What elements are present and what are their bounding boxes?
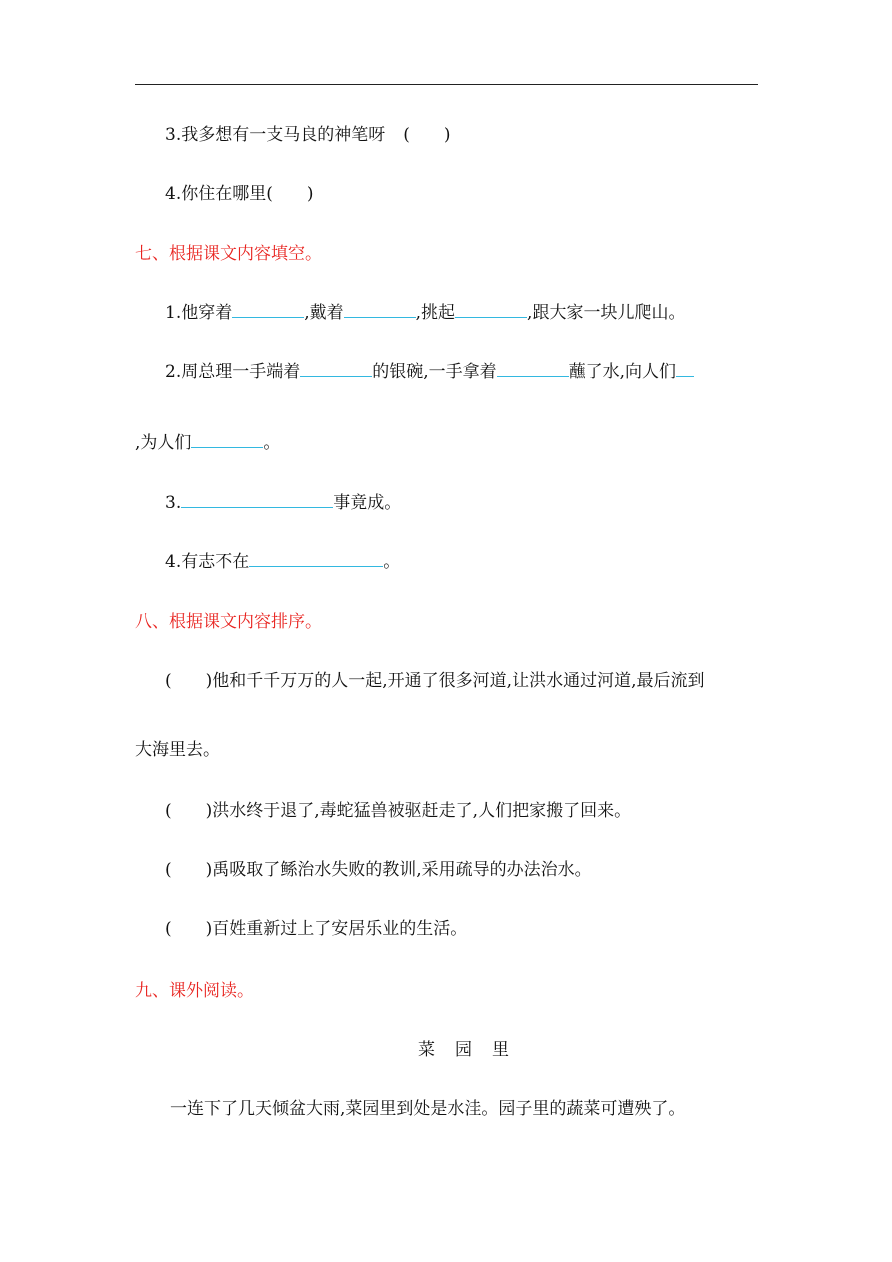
section-9-heading: 九、课外阅读。	[135, 981, 254, 1001]
reading-paragraph: 一连下了几天倾盆大雨,菜园里到处是水洼。园子里的蔬菜可遭殃了。	[170, 1099, 686, 1119]
question-7-1: 1.他穿着 ,戴着 ,挑起 ,跟大家一块儿爬山。	[165, 303, 686, 323]
reading-title: 菜 园 里	[418, 1040, 509, 1060]
fill-blank[interactable]	[676, 361, 694, 377]
order-item-1-cont: 大海里去。	[135, 740, 220, 760]
question-6-4: 4.你住在哪里( )	[165, 184, 314, 204]
fill-blank[interactable]	[181, 492, 333, 508]
answer-paren[interactable]: ( )	[266, 184, 314, 204]
order-item-4: ( )百姓重新过上了安居乐业的生活。	[165, 919, 468, 939]
question-6-3: 3.我多想有一支马良的神笔呀 ( )	[165, 125, 451, 145]
question-7-2: 2.周总理一手端着 的银碗,一手拿着 蘸了水,向人们	[165, 361, 694, 383]
fill-blank[interactable]	[191, 432, 263, 448]
fill-blank[interactable]	[344, 302, 416, 318]
fill-blank[interactable]	[232, 302, 304, 318]
order-item-1: ( )他和千千万万的人一起,开通了很多河道,让洪水通过河道,最后流到	[165, 671, 705, 691]
question-7-4: 4.有志不在 。	[165, 552, 401, 572]
order-item-2: ( )洪水终于退了,毒蛇猛兽被驱赶走了,人们把家搬了回来。	[165, 801, 632, 821]
section-8-heading: 八、根据课文内容排序。	[135, 612, 322, 632]
answer-paren[interactable]: ( )	[165, 860, 213, 880]
fill-blank[interactable]	[455, 302, 527, 318]
question-7-3: 3. 事竟成。	[165, 493, 402, 513]
answer-paren[interactable]: ( )	[165, 919, 213, 939]
answer-paren[interactable]: ( )	[165, 801, 213, 821]
fill-blank[interactable]	[300, 361, 372, 377]
order-item-3: ( )禹吸取了鲧治水失败的教训,采用疏导的办法治水。	[165, 860, 592, 880]
answer-paren[interactable]: ( )	[403, 125, 451, 145]
fill-blank[interactable]	[249, 551, 383, 567]
answer-paren[interactable]: ( )	[165, 671, 213, 691]
fill-blank[interactable]	[497, 361, 569, 377]
section-7-heading: 七、根据课文内容填空。	[135, 244, 322, 264]
header-rule	[135, 84, 758, 85]
question-7-2-cont: ,为人们 。	[135, 433, 281, 453]
